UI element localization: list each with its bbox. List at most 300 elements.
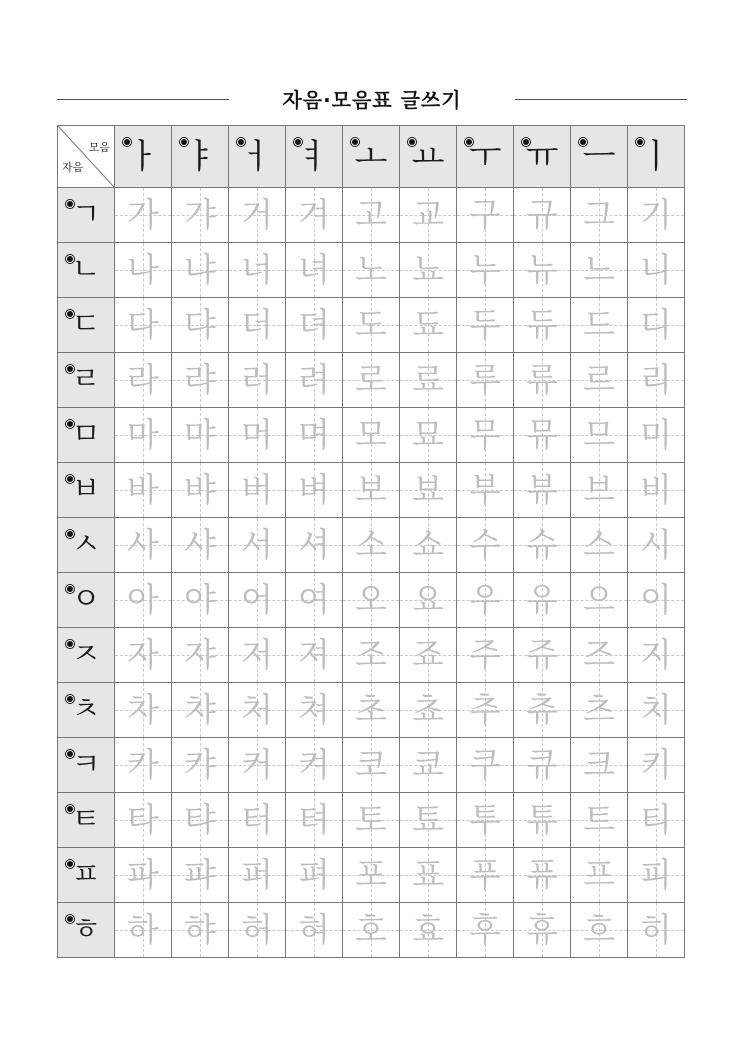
syllable-tracing-cell (115, 903, 172, 958)
syllable-trace-text: 보 (355, 470, 387, 509)
consonant-header-cell (58, 408, 115, 463)
syllable-tracing-cell (571, 188, 628, 243)
syllable-trace-text: 조 (355, 635, 387, 674)
syllable-trace-text: 사 (127, 525, 159, 564)
syllable-tracing-cell (628, 793, 685, 848)
consonant-header-cell (58, 518, 115, 573)
vowel-glyph: ㅠ (525, 136, 559, 177)
syllable-tracing-cell (514, 188, 571, 243)
syllable-trace-text: 효 (412, 910, 444, 949)
syllable-trace-text: 크 (583, 745, 615, 784)
syllable-trace-text: 무 (469, 415, 501, 454)
syllable-trace-text: 야 (184, 580, 216, 619)
syllable-trace-text: 거 (241, 195, 273, 234)
syllable-tracing-cell (571, 738, 628, 793)
syllable-tracing-cell (571, 683, 628, 738)
vowel-glyph: ㅑ (183, 136, 217, 177)
consonant-stroke-guide (71, 637, 101, 672)
vowel-header-cell (457, 126, 514, 188)
vowel-stroke-guide (297, 136, 331, 177)
syllable-tracing-cell (343, 793, 400, 848)
syllable-trace-text: 켜 (298, 745, 330, 784)
syllable-trace-text: 버 (241, 470, 273, 509)
syllable-trace-text: 오 (355, 580, 387, 619)
vowel-stroke-guide (639, 136, 673, 177)
consonant-header-cell (58, 793, 115, 848)
vowel-header-row (58, 126, 685, 188)
syllable-tracing-cell (229, 408, 286, 463)
consonant-row (58, 848, 685, 903)
syllable-tracing-cell (400, 188, 457, 243)
vowel-stroke-guide (183, 136, 217, 177)
consonant-glyph: ㅎ (71, 912, 101, 947)
consonant-stroke-guide (71, 307, 101, 342)
syllable-tracing-cell (115, 188, 172, 243)
syllable-tracing-cell (514, 243, 571, 298)
syllable-tracing-cell (172, 243, 229, 298)
consonant-stroke-guide (71, 527, 101, 562)
syllable-tracing-cell (457, 683, 514, 738)
syllable-trace-text: 수 (469, 525, 501, 564)
syllable-tracing-cell (343, 243, 400, 298)
syllable-trace-text: 처 (241, 690, 273, 729)
vowel-stroke-guide (126, 136, 160, 177)
syllable-tracing-cell (229, 848, 286, 903)
syllable-trace-text: 하 (127, 910, 159, 949)
syllable-trace-text: 기 (640, 195, 672, 234)
syllable-trace-text: 므 (583, 415, 615, 454)
syllable-trace-text: 쇼 (412, 525, 444, 564)
syllable-tracing-cell (172, 793, 229, 848)
consonant-stroke-guide (71, 582, 101, 617)
syllable-tracing-cell (400, 463, 457, 518)
consonant-stroke-guide (71, 857, 101, 892)
syllable-trace-text: 쥬 (526, 635, 558, 674)
consonant-header-cell (58, 463, 115, 518)
syllable-trace-text: 저 (241, 635, 273, 674)
syllable-trace-text: 요 (412, 580, 444, 619)
syllable-tracing-cell (628, 903, 685, 958)
syllable-tracing-cell (343, 188, 400, 243)
corner-vowel-label: 모음 (88, 141, 110, 154)
syllable-trace-text: 이 (640, 580, 672, 619)
syllable-trace-text: 자 (127, 635, 159, 674)
syllable-trace-text: 쳐 (298, 690, 330, 729)
syllable-tracing-cell (514, 683, 571, 738)
syllable-tracing-cell (343, 298, 400, 353)
syllable-trace-text: 탸 (184, 800, 216, 839)
consonant-row (58, 793, 685, 848)
syllable-trace-text: 츄 (526, 690, 558, 729)
vowel-stroke-guide (525, 136, 559, 177)
syllable-tracing-cell (571, 903, 628, 958)
syllable-tracing-cell (628, 683, 685, 738)
vowel-stroke-guide (354, 136, 388, 177)
syllable-tracing-cell (172, 298, 229, 353)
consonant-row (58, 243, 685, 298)
syllable-trace-text: 펴 (298, 855, 330, 894)
syllable-tracing-cell (343, 353, 400, 408)
syllable-tracing-cell (229, 243, 286, 298)
syllable-trace-text: 뱌 (184, 470, 216, 509)
vowel-stroke-guide (582, 136, 616, 177)
syllable-tracing-cell (115, 298, 172, 353)
syllable-tracing-cell (286, 848, 343, 903)
consonant-glyph: ㄷ (71, 307, 101, 342)
vowel-stroke-guide (411, 136, 445, 177)
syllable-tracing-cell (628, 353, 685, 408)
syllable-tracing-cell (400, 628, 457, 683)
title-rule-left (57, 99, 229, 100)
practice-grid (57, 125, 685, 958)
consonant-row (58, 628, 685, 683)
syllable-tracing-cell (115, 683, 172, 738)
syllable-trace-text: 토 (355, 800, 387, 839)
syllable-trace-text: 다 (127, 305, 159, 344)
vowel-header-cell (115, 126, 172, 188)
syllable-tracing-cell (286, 573, 343, 628)
consonant-glyph: ㅇ (71, 582, 101, 617)
consonant-header-cell (58, 573, 115, 628)
syllable-trace-text: 셔 (298, 525, 330, 564)
consonant-glyph: ㅍ (71, 857, 101, 892)
syllable-tracing-cell (172, 738, 229, 793)
syllable-tracing-cell (571, 793, 628, 848)
consonant-header-cell (58, 243, 115, 298)
syllable-tracing-cell (343, 738, 400, 793)
syllable-tracing-cell (172, 848, 229, 903)
syllable-trace-text: 큐 (526, 745, 558, 784)
syllable-tracing-cell (343, 628, 400, 683)
syllable-tracing-cell (628, 243, 685, 298)
syllable-tracing-cell (115, 628, 172, 683)
syllable-trace-text: 죠 (412, 635, 444, 674)
syllable-trace-text: 져 (298, 635, 330, 674)
consonant-header-cell (58, 683, 115, 738)
syllable-trace-text: 벼 (298, 470, 330, 509)
syllable-trace-text: 차 (127, 690, 159, 729)
consonant-stroke-guide (71, 692, 101, 727)
syllable-trace-text: 터 (241, 800, 273, 839)
syllable-tracing-cell (571, 353, 628, 408)
syllable-trace-text: 녀 (298, 250, 330, 289)
syllable-trace-text: 트 (583, 800, 615, 839)
syllable-tracing-cell (172, 188, 229, 243)
syllable-tracing-cell (286, 298, 343, 353)
consonant-stroke-guide (71, 912, 101, 947)
vowel-header-cell (229, 126, 286, 188)
syllable-trace-text: 미 (640, 415, 672, 454)
syllable-tracing-cell (457, 518, 514, 573)
syllable-tracing-cell (229, 738, 286, 793)
consonant-glyph: ㄹ (71, 362, 101, 397)
syllable-tracing-cell (172, 463, 229, 518)
syllable-trace-text: 느 (583, 250, 615, 289)
syllable-trace-text: 시 (640, 525, 672, 564)
syllable-trace-text: 샤 (184, 525, 216, 564)
syllable-trace-text: 유 (526, 580, 558, 619)
syllable-tracing-cell (286, 353, 343, 408)
syllable-tracing-cell (571, 408, 628, 463)
syllable-trace-text: 소 (355, 525, 387, 564)
syllable-tracing-cell (286, 683, 343, 738)
consonant-header-cell (58, 848, 115, 903)
syllable-trace-text: 브 (583, 470, 615, 509)
syllable-tracing-cell (628, 848, 685, 903)
consonant-stroke-guide (71, 747, 101, 782)
syllable-trace-text: 툐 (412, 800, 444, 839)
syllable-tracing-cell (115, 573, 172, 628)
syllable-trace-text: 쿄 (412, 745, 444, 784)
syllable-trace-text: 파 (127, 855, 159, 894)
syllable-trace-text: 코 (355, 745, 387, 784)
syllable-tracing-cell (115, 463, 172, 518)
consonant-row (58, 903, 685, 958)
syllable-trace-text: 퍼 (241, 855, 273, 894)
syllable-tracing-cell (628, 573, 685, 628)
syllable-trace-text: 우 (469, 580, 501, 619)
syllable-tracing-cell (229, 353, 286, 408)
syllable-tracing-cell (400, 793, 457, 848)
syllable-tracing-cell (115, 408, 172, 463)
syllable-tracing-cell (286, 408, 343, 463)
syllable-trace-text: 커 (241, 745, 273, 784)
syllable-tracing-cell (343, 518, 400, 573)
syllable-trace-text: 러 (241, 360, 273, 399)
syllable-trace-text: 피 (640, 855, 672, 894)
syllable-tracing-cell (571, 573, 628, 628)
syllable-trace-text: 누 (469, 250, 501, 289)
syllable-trace-text: 며 (298, 415, 330, 454)
syllable-tracing-cell (514, 848, 571, 903)
syllable-tracing-cell (229, 463, 286, 518)
consonant-row (58, 463, 685, 518)
vowel-header-cell (286, 126, 343, 188)
vowel-header-cell (628, 126, 685, 188)
syllable-trace-text: 뮤 (526, 415, 558, 454)
corner-cell (58, 126, 115, 188)
syllable-trace-text: 프 (583, 855, 615, 894)
page-title: 자음·모음표 글쓰기 (282, 88, 462, 112)
consonant-row (58, 683, 685, 738)
consonant-stroke-guide (71, 252, 101, 287)
syllable-trace-text: 허 (241, 910, 273, 949)
syllable-trace-text: 디 (640, 305, 672, 344)
syllable-tracing-cell (343, 408, 400, 463)
syllable-tracing-cell (172, 518, 229, 573)
syllable-tracing-cell (457, 628, 514, 683)
syllable-tracing-cell (457, 408, 514, 463)
syllable-tracing-cell (115, 518, 172, 573)
syllable-tracing-cell (514, 903, 571, 958)
vowel-header-cell (343, 126, 400, 188)
vowel-header-cell (514, 126, 571, 188)
syllable-tracing-cell (514, 518, 571, 573)
syllable-tracing-cell (229, 793, 286, 848)
consonant-header-cell (58, 298, 115, 353)
syllable-tracing-cell (172, 573, 229, 628)
syllable-tracing-cell (514, 738, 571, 793)
syllable-tracing-cell (457, 298, 514, 353)
consonant-header-cell (58, 628, 115, 683)
syllable-trace-text: 리 (640, 360, 672, 399)
syllable-trace-text: 먀 (184, 415, 216, 454)
syllable-tracing-cell (115, 793, 172, 848)
syllable-tracing-cell (229, 573, 286, 628)
syllable-tracing-cell (115, 738, 172, 793)
syllable-tracing-cell (514, 408, 571, 463)
syllable-tracing-cell (286, 738, 343, 793)
syllable-trace-text: 뵤 (412, 470, 444, 509)
syllable-tracing-cell (229, 188, 286, 243)
consonant-glyph: ㄱ (71, 197, 101, 232)
syllable-trace-text: 부 (469, 470, 501, 509)
syllable-tracing-cell (457, 353, 514, 408)
title-rule-right (515, 99, 687, 100)
syllable-trace-text: 으 (583, 580, 615, 619)
syllable-tracing-cell (400, 573, 457, 628)
syllable-tracing-cell (115, 848, 172, 903)
syllable-tracing-cell (628, 518, 685, 573)
syllable-trace-text: 카 (127, 745, 159, 784)
syllable-tracing-cell (400, 903, 457, 958)
syllable-tracing-cell (514, 298, 571, 353)
syllable-tracing-cell (115, 353, 172, 408)
consonant-row (58, 188, 685, 243)
syllable-trace-text: 포 (355, 855, 387, 894)
syllable-trace-text: 스 (583, 525, 615, 564)
syllable-tracing-cell (628, 298, 685, 353)
syllable-trace-text: 랴 (184, 360, 216, 399)
syllable-trace-text: 후 (469, 910, 501, 949)
syllable-trace-text: 려 (298, 360, 330, 399)
consonant-header-cell (58, 738, 115, 793)
consonant-stroke-guide (71, 197, 101, 232)
syllable-trace-text: 드 (583, 305, 615, 344)
syllable-tracing-cell (343, 463, 400, 518)
vowel-header-cell (400, 126, 457, 188)
consonant-glyph: ㄴ (71, 252, 101, 287)
syllable-tracing-cell (457, 463, 514, 518)
syllable-tracing-cell (571, 298, 628, 353)
syllable-tracing-cell (286, 463, 343, 518)
syllable-trace-text: 퓨 (526, 855, 558, 894)
syllable-trace-text: 투 (469, 800, 501, 839)
syllable-trace-text: 냐 (184, 250, 216, 289)
syllable-tracing-cell (628, 628, 685, 683)
syllable-trace-text: 르 (583, 360, 615, 399)
syllable-trace-text: 초 (355, 690, 387, 729)
consonant-row (58, 573, 685, 628)
consonant-stroke-guide (71, 472, 101, 507)
syllable-tracing-cell (400, 848, 457, 903)
syllable-trace-text: 나 (127, 250, 159, 289)
syllable-tracing-cell (286, 518, 343, 573)
syllable-tracing-cell (400, 408, 457, 463)
syllable-tracing-cell (286, 188, 343, 243)
syllable-tracing-cell (628, 463, 685, 518)
syllable-trace-text: 추 (469, 690, 501, 729)
consonant-stroke-guide (71, 362, 101, 397)
consonant-glyph: ㅌ (71, 802, 101, 837)
syllable-tracing-cell (457, 848, 514, 903)
syllable-trace-text: 구 (469, 195, 501, 234)
syllable-tracing-cell (400, 298, 457, 353)
syllable-trace-text: 모 (355, 415, 387, 454)
syllable-tracing-cell (229, 683, 286, 738)
syllable-trace-text: 쵸 (412, 690, 444, 729)
syllable-trace-text: 류 (526, 360, 558, 399)
consonant-stroke-guide (71, 802, 101, 837)
syllable-trace-text: 여 (298, 580, 330, 619)
vowel-glyph: ㅗ (354, 136, 388, 177)
syllable-tracing-cell (172, 903, 229, 958)
syllable-tracing-cell (571, 518, 628, 573)
syllable-tracing-cell (229, 518, 286, 573)
syllable-trace-text: 혀 (298, 910, 330, 949)
vowel-glyph: ㅛ (411, 136, 445, 177)
syllable-trace-text: 더 (241, 305, 273, 344)
consonant-row (58, 353, 685, 408)
syllable-trace-text: 뷰 (526, 470, 558, 509)
syllable-tracing-cell (457, 738, 514, 793)
syllable-tracing-cell (343, 683, 400, 738)
consonant-row (58, 738, 685, 793)
syllable-trace-text: 흐 (583, 910, 615, 949)
consonant-glyph: ㅂ (71, 472, 101, 507)
consonant-stroke-guide (71, 417, 101, 452)
syllable-trace-text: 캬 (184, 745, 216, 784)
syllable-trace-text: 호 (355, 910, 387, 949)
syllable-trace-text: 서 (241, 525, 273, 564)
corner-diagonal (58, 126, 114, 187)
syllable-trace-text: 니 (640, 250, 672, 289)
syllable-tracing-cell (229, 298, 286, 353)
syllable-trace-text: 츠 (583, 690, 615, 729)
vowel-glyph: ㅕ (297, 136, 331, 177)
vowel-header-cell (172, 126, 229, 188)
syllable-tracing-cell (229, 903, 286, 958)
syllable-trace-text: 바 (127, 470, 159, 509)
syllable-tracing-cell (400, 243, 457, 298)
syllable-trace-text: 표 (412, 855, 444, 894)
syllable-trace-text: 규 (526, 195, 558, 234)
syllable-tracing-cell (400, 518, 457, 573)
syllable-trace-text: 고 (355, 195, 387, 234)
syllable-trace-text: 로 (355, 360, 387, 399)
vowel-glyph: ㅜ (468, 136, 502, 177)
syllable-trace-text: 료 (412, 360, 444, 399)
syllable-trace-text: 뉴 (526, 250, 558, 289)
syllable-trace-text: 어 (241, 580, 273, 619)
vowel-glyph: ㅡ (582, 136, 616, 177)
syllable-tracing-cell (172, 628, 229, 683)
syllable-tracing-cell (343, 573, 400, 628)
syllable-tracing-cell (400, 353, 457, 408)
syllable-trace-text: 가 (127, 195, 159, 234)
syllable-tracing-cell (457, 903, 514, 958)
syllable-tracing-cell (400, 683, 457, 738)
syllable-tracing-cell (286, 903, 343, 958)
vowel-header-cell (571, 126, 628, 188)
syllable-trace-text: 노 (355, 250, 387, 289)
title-bar (57, 84, 687, 116)
syllable-trace-text: 키 (640, 745, 672, 784)
syllable-trace-text: 타 (127, 800, 159, 839)
syllable-trace-text: 겨 (298, 195, 330, 234)
syllable-trace-text: 지 (640, 635, 672, 674)
syllable-tracing-cell (514, 353, 571, 408)
